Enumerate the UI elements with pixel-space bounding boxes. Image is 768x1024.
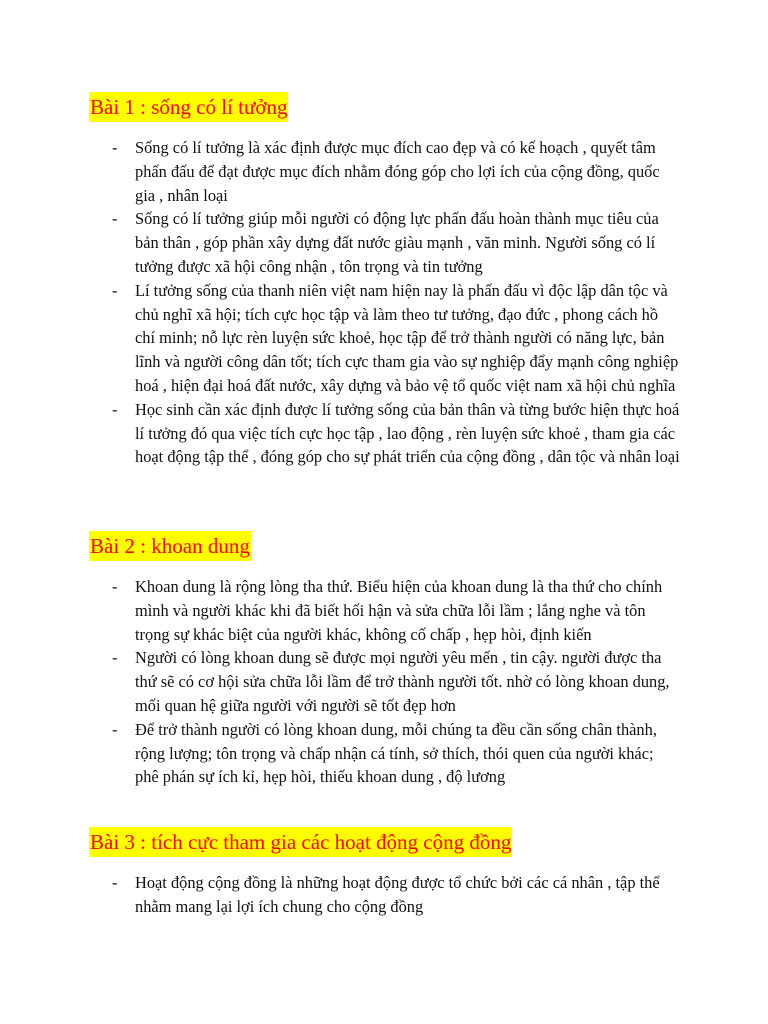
bullet-dash: - bbox=[112, 577, 118, 596]
list-item-text: Hoạt động cộng đồng là những hoạt động được tổ chức bởi các cá nhân , tập thể nhằm mang lại lợi ích chung cho cộng đồng bbox=[135, 873, 660, 916]
bullet-list bbox=[0, 136, 768, 469]
list-item-text: Người có lòng khoan dung sẽ được mọi người yêu mến , tin cậy. người được tha thứ sẽ có cơ hội sửa chữa lỗi lầm để trở thành người tốt. nhờ có lòng khoan dung, mối quan hệ giữa người với người sẽ tốt đẹp hơn bbox=[135, 648, 670, 715]
list-item-text: Để trở thành người có lòng khoan dung, mỗi chúng ta đều cần sống chân thành, rộng lượng; tôn trọng và chấp nhận cá tính, sở thích, thói quen của người khác; phê phán sự ích kỉ, hẹp hòi, thiếu khoan dung , độ lương bbox=[135, 719, 657, 787]
list-item bbox=[0, 136, 680, 207]
list-item bbox=[0, 575, 680, 646]
list-item bbox=[0, 207, 680, 278]
list-item bbox=[0, 718, 680, 789]
section-heading: Bài 2 : khoan dung bbox=[89, 531, 251, 561]
list-item-text: Sống có lí tưởng là xác định được mục đích cao đẹp và có kế hoạch , quyết tâm phấn đấu để đạt được mục đích nhằm đóng góp cho lợi ích của cộng đồng, quốc gia , nhân loại bbox=[135, 138, 660, 205]
bullet-dash: - bbox=[112, 280, 118, 300]
list-item-text: Lí tưởng sống của thanh niên việt nam hiện nay là phấn đấu vì độc lập dân tộc và chủ nghĩ xã hội; tích cực học tập và làm theo tư tưởng, đạo đức , phong cách hồ chí minh; nỗ lực rèn luyện sức khoẻ, học tập để trở thành người có năng lực, bản lĩnh và người công dân tốt; tích cực tham gia vào sự nghiệp đẩy mạnh công nghiệp hoá , hiện đại hoá đất nước, xây dựng và bảo vệ tổ quốc việt nam xã hội chủ nghĩa bbox=[135, 280, 679, 395]
list-item bbox=[0, 871, 680, 919]
bullet-dash: - bbox=[112, 138, 118, 157]
list-item bbox=[0, 646, 680, 717]
bullet-list bbox=[0, 575, 768, 789]
section-heading: Bài 1 : sống có lí tưởng bbox=[89, 92, 288, 122]
bullet-dash: - bbox=[112, 719, 118, 739]
section-heading: Bài 3 : tích cực tham gia các hoạt động cộng đồng bbox=[89, 827, 512, 857]
bullet-dash: - bbox=[112, 648, 118, 668]
list-item bbox=[0, 398, 680, 469]
list-item bbox=[0, 279, 680, 398]
list-item-text: Sống có lí tưởng giúp mỗi người có động lực phấn đấu hoàn thành mục tiêu của bản thân , góp phần xây dựng đất nước giàu mạnh , văn minh. Người sống có lí tưởng được xã hội công nhận , tôn trọng và tin tưởng bbox=[135, 209, 659, 276]
list-item-text: Học sinh cần xác định được lí tưởng sống của bản thân và từng bước hiện thực hoá lí tưởng đó qua việc tích cực học tập , lao động , rèn luyện sức khoẻ , tham gia các hoạt động tập thể , đóng góp cho sự phát triển của cộng đồng , dân tộc và nhân loại bbox=[135, 399, 680, 467]
bullet-dash: - bbox=[112, 873, 118, 892]
list-item-text: Khoan dung là rộng lòng tha thứ. Biểu hiện của khoan dung là tha thứ cho chính mình và người khác khi đã biết hối hận và sửa chữa lỗi lầm ; lắng nghe và tôn trọng sự khác biệt của người khác, không cố chấp , hẹp hòi, định kiến bbox=[135, 577, 663, 644]
bullet-dash: - bbox=[112, 399, 118, 419]
bullet-list bbox=[0, 871, 768, 919]
bullet-dash: - bbox=[112, 209, 118, 229]
